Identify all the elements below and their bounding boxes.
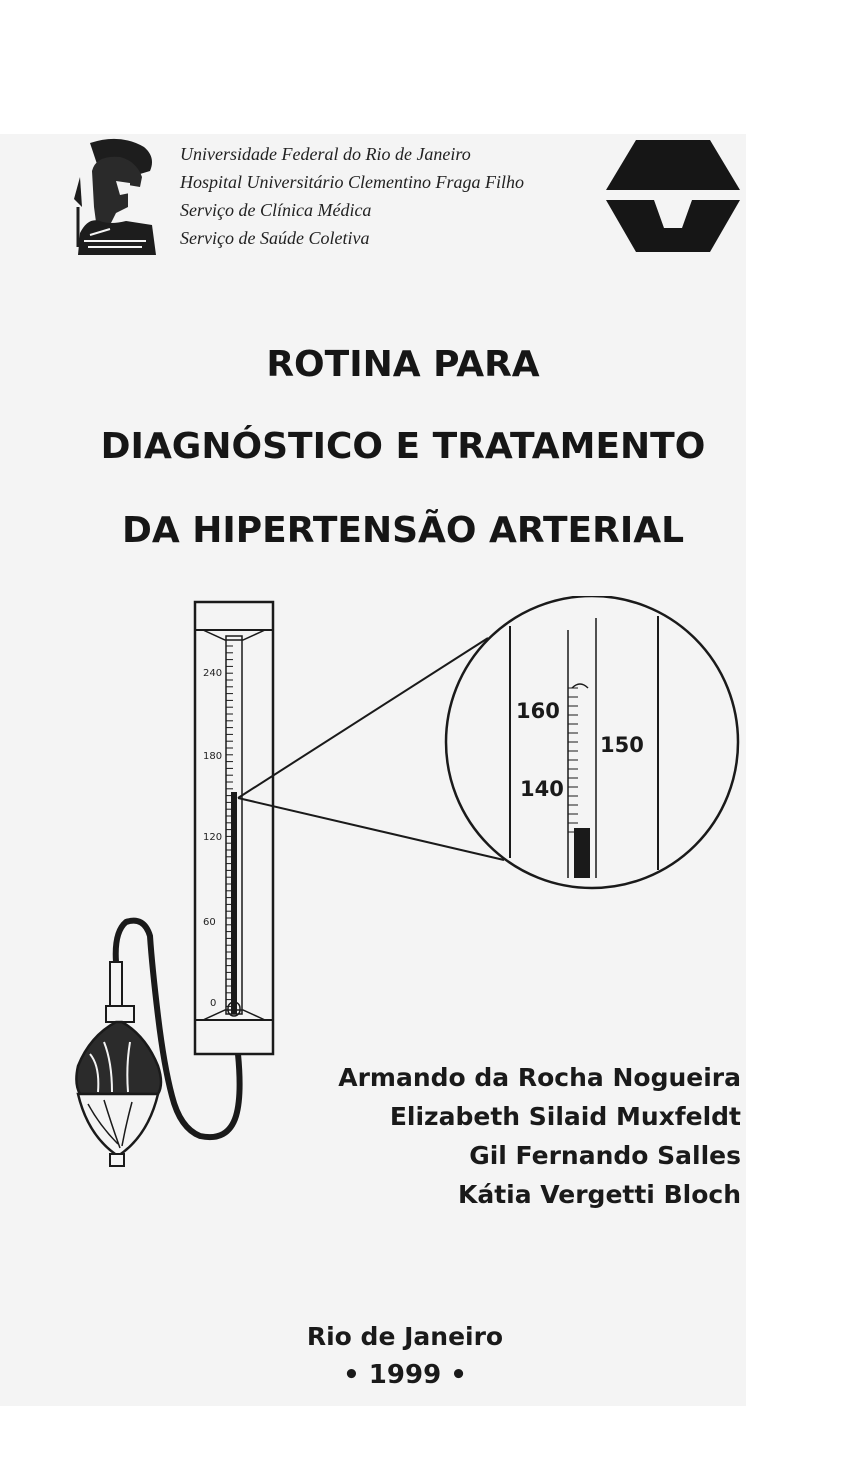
publication-year: • 1999 •: [343, 1360, 467, 1390]
hospital-emblem-icon: [606, 138, 740, 254]
author-name: Elizabeth Silaid Muxfeldt: [389, 1102, 741, 1131]
university-name: Universidade Federal do Rio de Janeiro: [180, 144, 471, 164]
minerva-emblem-icon: [70, 137, 158, 255]
title-line-2: DIAGNÓSTICO E TRATAMENTO: [100, 426, 706, 467]
scale-label-240: 240: [203, 668, 223, 679]
department-public-health: Serviço de Saúde Coletiva: [180, 228, 370, 248]
scale-label-180: 180: [203, 751, 223, 762]
author-name: Gil Fernando Salles: [469, 1141, 741, 1170]
scale-label-60: 60: [203, 917, 216, 928]
author-name: Kátia Vergetti Bloch: [457, 1180, 741, 1209]
publication-city: Rio de Janeiro: [306, 1322, 504, 1351]
title-line-3: DA HIPERTENSÃO ARTERIAL: [121, 510, 685, 551]
zoom-label-140: 140: [520, 777, 564, 801]
authors-list: [338, 1058, 741, 1214]
zoom-label-160: 160: [516, 699, 560, 723]
department-clinical: Serviço de Clínica Médica: [180, 200, 372, 220]
title-line-1: ROTINA PARA: [266, 344, 540, 385]
scale-label-120: 120: [203, 832, 223, 843]
author-name: Armando da Rocha Nogueira: [338, 1063, 741, 1092]
zoom-label-150: 150: [600, 733, 644, 757]
institution-header: [180, 140, 524, 252]
scale-label-0: 0: [210, 998, 217, 1009]
hospital-name: Hospital Universitário Clementino Fraga Filho: [180, 172, 524, 192]
zoom-lens: [238, 596, 738, 888]
